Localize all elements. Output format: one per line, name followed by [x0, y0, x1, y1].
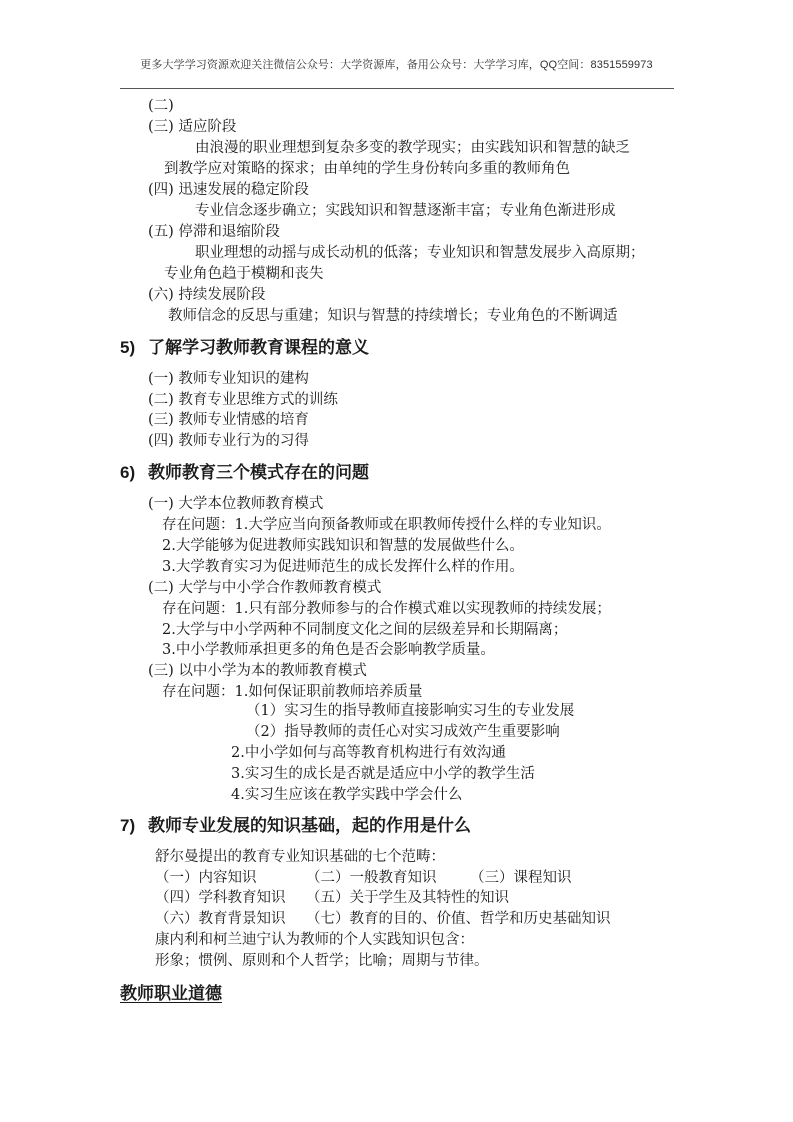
model-3-title: (三) 以中小学为本的教师教育模式: [148, 663, 367, 679]
section-6-heading: [120, 461, 369, 485]
ethics-heading: 教师职业道德: [120, 984, 222, 1004]
stage-6-title: (六) 持续发展阶段: [148, 287, 266, 303]
model-3-problem-1a: （1）实习生的指导教师直接影响实习生的专业发展: [246, 703, 575, 719]
stage-4-desc: 专业信念逐步确立；实践知识和智慧逐渐丰富；专业角色渐进形成: [195, 203, 616, 219]
category-4: （四）学科教育知识: [155, 890, 286, 906]
sec5-item: (二) 教育专业思维方式的训练: [148, 392, 338, 408]
section-5-title: 了解学习教师教育课程的意义: [148, 338, 369, 358]
stage-5-desc-2: 专业角色趋于模糊和丧失: [164, 266, 324, 282]
sec5-item: (三) 教师专业情感的培育: [148, 412, 309, 428]
model-3-problem-2: 2.中小学如何与高等教育机构进行有效沟通: [231, 745, 506, 761]
stage-6-desc: 教师信念的反思与重建；知识与智慧的持续增长；专业角色的不断调适: [168, 308, 618, 324]
model-3-problem-1b: （2）指导教师的责任心对实习成效产生重要影响: [246, 724, 560, 740]
model-1-problem-3: 3.大学教育实习为促进师范生的成长发挥什么样的作用。: [162, 559, 524, 575]
sec5-item: (一) 教师专业知识的建构: [148, 371, 309, 387]
stage-3-title: (三) 适应阶段: [148, 119, 237, 135]
category-5: （五）关于学生及其特性的知识: [306, 890, 509, 906]
model-1-title: (一) 大学本位教师教育模式: [148, 496, 324, 512]
model-2-title: (二) 大学与中小学合作教师教育模式: [148, 580, 382, 596]
section-7-title: 教师专业发展的知识基础，起的作用是什么: [148, 816, 471, 836]
model-2-problem-2: 2.大学与中小学两种不同制度文化之间的层级差异和长期隔离；: [162, 622, 568, 638]
page-header: 更多大学学习资源欢迎关注微信公众号：大学资源库，备用公众号：大学学习库，QQ空间：8351559973: [140, 59, 653, 71]
category-7: （七）教育的目的、价值、哲学和历史基础知识: [306, 911, 611, 927]
sec5-item: (四) 教师专业行为的习得: [148, 433, 309, 449]
model-2-problem-1: 存在问题：1.只有部分教师参与的合作模式难以实现教师的持续发展；: [162, 601, 611, 617]
model-3-problem-1: 存在问题：1.如何保证职前教师培养质量: [162, 684, 423, 700]
stage-5-title: (五) 停滞和退缩阶段: [148, 224, 280, 240]
section-5-number: 5): [120, 338, 136, 357]
shulman-intro: 舒尔曼提出的教育专业知识基础的七个范畴：: [155, 849, 445, 865]
model-3-problem-4: 4.实习生应该在教学实践中学会什么: [231, 787, 463, 803]
section-6-title: 教师教育三个模式存在的问题: [148, 463, 369, 483]
model-1-problem-1: 存在问题：1.大学应当向预备教师或在职教师传授什么样的专业知识。: [162, 517, 611, 533]
model-3-problem-3: 3.实习生的成长是否就是适应中小学的教学生活: [231, 766, 535, 782]
stage-4-title: (四) 迅速发展的稳定阶段: [148, 182, 309, 198]
header-rule: [120, 88, 674, 89]
practice-knowledge-intro: 康内利和柯兰迪宁认为教师的个人实践知识包含：: [155, 932, 474, 948]
category-3: （三）课程知识: [470, 870, 572, 886]
stage-3-desc-1: 由浪漫的职业理想到复杂多变的教学现实；由实践知识和智慧的缺乏: [195, 140, 630, 156]
category-1: （一）内容知识: [155, 870, 257, 886]
stage-2: (二): [148, 98, 174, 114]
stage-5-desc-1: 职业理想的动摇与成长动机的低落；专业知识和智慧发展步入高原期；: [195, 245, 645, 261]
section-7-heading: [120, 814, 471, 838]
section-6-number: 6): [120, 463, 136, 482]
category-6: （六）教育背景知识: [155, 911, 286, 927]
section-5-heading: [120, 336, 369, 360]
model-2-problem-3: 3.中小学教师承担更多的角色是否会影响教学质量。: [162, 642, 495, 658]
category-2: （二）一般教育知识: [306, 870, 437, 886]
section-7-number: 7): [120, 816, 136, 835]
model-1-problem-2: 2.大学能够为促进教师实践知识和智慧的发展做些什么。: [162, 538, 524, 554]
stage-3-desc-2: 到教学应对策略的探求；由单纯的学生身份转向多重的教师角色: [164, 161, 570, 177]
practice-knowledge-items: 形象；惯例、原则和个人哲学；比喻；周期与节律。: [155, 953, 489, 969]
